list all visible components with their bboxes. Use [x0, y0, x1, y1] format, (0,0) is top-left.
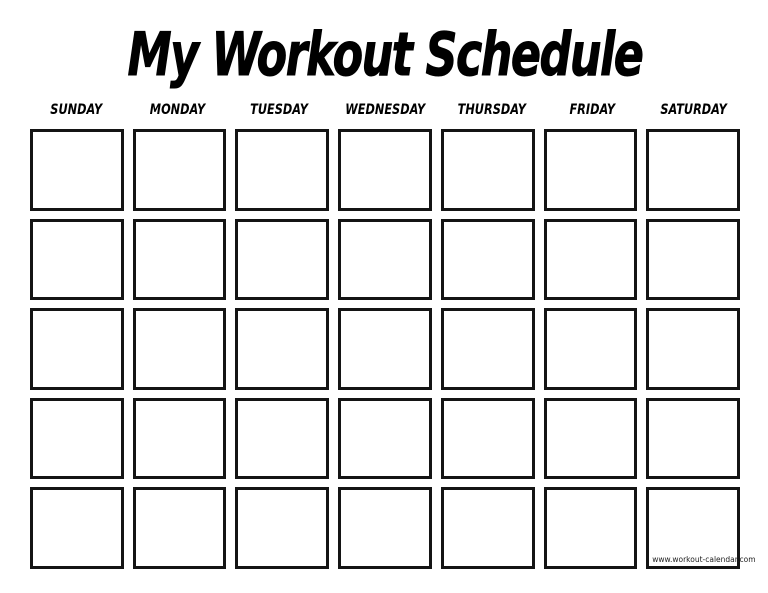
calendar-cell — [30, 398, 124, 480]
calendar-cell — [338, 308, 432, 390]
calendar-cell — [235, 398, 329, 480]
calendar-cell — [646, 487, 756, 569]
calendar-cell — [441, 487, 535, 569]
weekday-label-text: THURSDAY — [457, 102, 526, 118]
weekday-label-wednesday — [334, 101, 437, 120]
calendar-cell — [544, 308, 638, 390]
calendar-cell — [338, 219, 432, 301]
calendar-cell — [441, 129, 535, 211]
website-url: www.workout-calendar.com — [652, 554, 756, 564]
weekday-label-text: FRIDAY — [569, 102, 616, 118]
calendar-cell — [338, 129, 432, 211]
calendar-cell — [646, 398, 740, 480]
calendar-cell — [544, 129, 638, 211]
calendar-cell — [133, 398, 227, 480]
calendar-cell — [646, 219, 740, 301]
calendar-cell — [441, 308, 535, 390]
calendar-cell — [235, 487, 329, 569]
calendar-cell — [544, 398, 638, 480]
calendar-cell — [133, 219, 227, 301]
weekday-label-saturday — [648, 101, 740, 120]
weekday-label-text: WEDNESDAY — [345, 102, 425, 118]
calendar-cell — [133, 129, 227, 211]
calendar-cell — [544, 487, 638, 569]
weekday-label-friday — [547, 101, 639, 120]
calendar-cell — [30, 219, 124, 301]
weekday-header-row — [30, 101, 740, 120]
calendar-cell — [441, 219, 535, 301]
weekday-label-thursday — [445, 101, 537, 120]
calendar-cell — [646, 308, 740, 390]
calendar-cell — [133, 487, 227, 569]
calendar-cell — [441, 398, 535, 480]
calendar-cell — [338, 487, 432, 569]
weekday-label-tuesday — [232, 101, 324, 120]
page-title-text: My Workout Schedule — [127, 20, 643, 90]
weekday-label-sunday — [30, 101, 122, 120]
calendar-cell — [30, 487, 124, 569]
calendar-cell — [235, 308, 329, 390]
calendar-cell — [30, 129, 124, 211]
page-title — [30, 22, 740, 97]
calendar-cell — [133, 308, 227, 390]
calendar-grid — [30, 129, 756, 569]
calendar-cell — [646, 129, 740, 211]
calendar-cell — [30, 308, 124, 390]
calendar-cell — [338, 398, 432, 480]
calendar-cell — [544, 219, 638, 301]
weekday-label-monday — [131, 101, 223, 120]
calendar-cell — [235, 129, 329, 211]
weekday-label-text: MONDAY — [149, 102, 206, 118]
weekday-label-text: SATURDAY — [660, 102, 728, 118]
weekday-label-text: SUNDAY — [50, 102, 103, 118]
calendar-cell — [235, 219, 329, 301]
weekday-label-text: TUESDAY — [249, 102, 308, 118]
